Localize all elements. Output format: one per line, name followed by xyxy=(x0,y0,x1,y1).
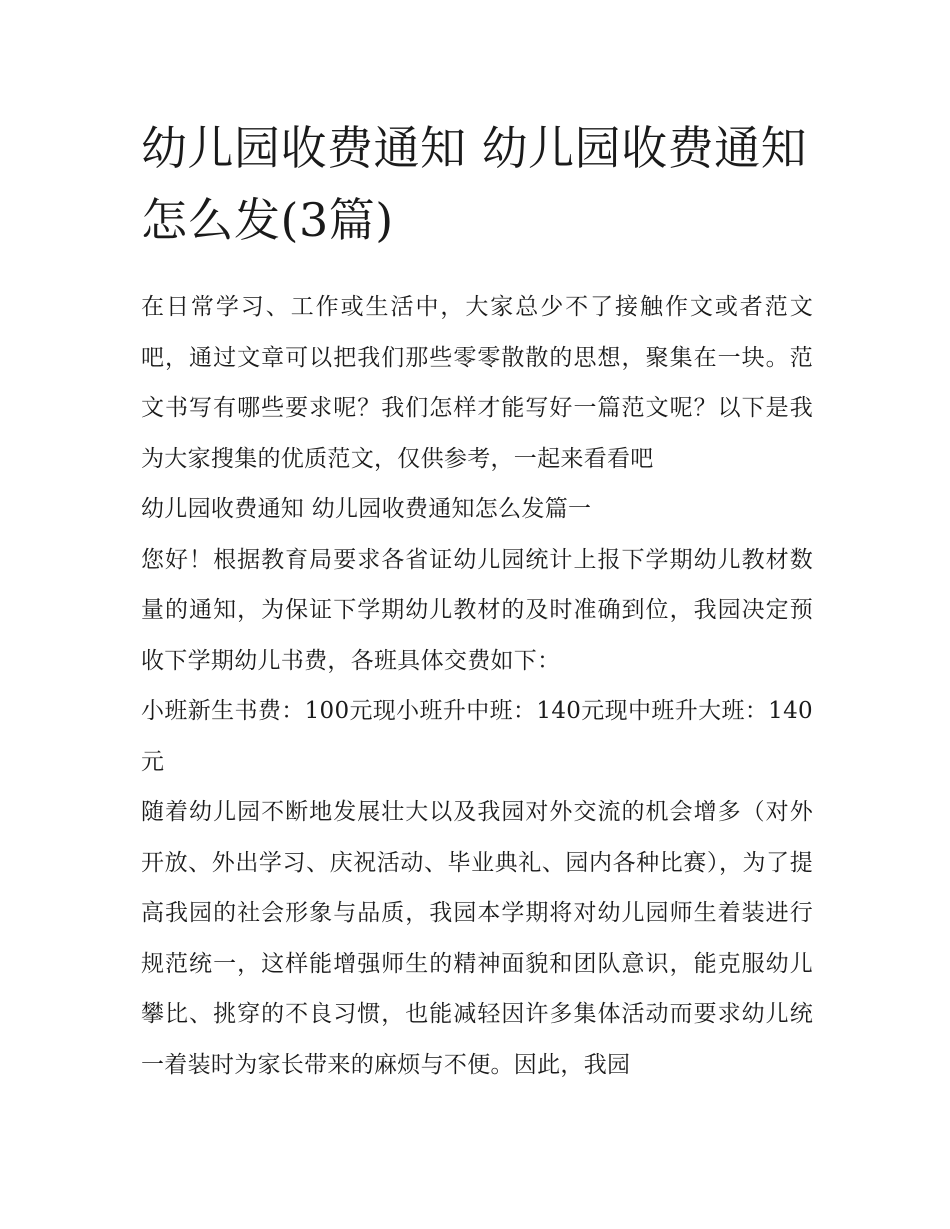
intro-paragraph: 在日常学习、工作或生活中，大家总少不了接触作文或者范文吧，通过文章可以把我们那些零零散散的思想，聚集在一块。范文书写有哪些要求呢？我们怎样才能写好一篇范文呢？以下是我为大家搜集的优质范文，仅供参考，一起来看看吧 xyxy=(141,294,813,472)
document-page xyxy=(141,112,813,1090)
fee-list-paragraph: 小班新生书费：100元现小班升中班：140元现中班升大班：140元 xyxy=(141,698,813,775)
document-body xyxy=(141,282,813,1090)
notice-paragraph: 您好！根据教育局要求各省证幼儿园统计上报下学期幼儿教材数量的通知，为保证下学期幼儿教材的及时准确到位，我园决定预收下学期幼儿书费，各班具体交费如下： xyxy=(141,546,813,674)
section-heading: 幼儿园收费通知 幼儿园收费通知怎么发篇一 xyxy=(141,496,592,522)
uniform-paragraph: 随着幼儿园不断地发展壮大以及我园对外交流的机会增多（对外开放、外出学习、庆祝活动、毕业典礼、园内各种比赛），为了提高我园的社会形象与品质，我园本学期将对幼儿园师生着装进行规范统一，这样能增强师生的精神面貌和团队意识，能克服幼儿攀比、挑穿的不良习惯，也能减轻因许多集体活动而要求幼儿统一着装时为家长带来的麻烦与不便。因此，我园 xyxy=(141,799,813,1078)
document-title: 幼儿园收费通知 幼儿园收费通知怎么发(3篇) xyxy=(141,121,808,247)
